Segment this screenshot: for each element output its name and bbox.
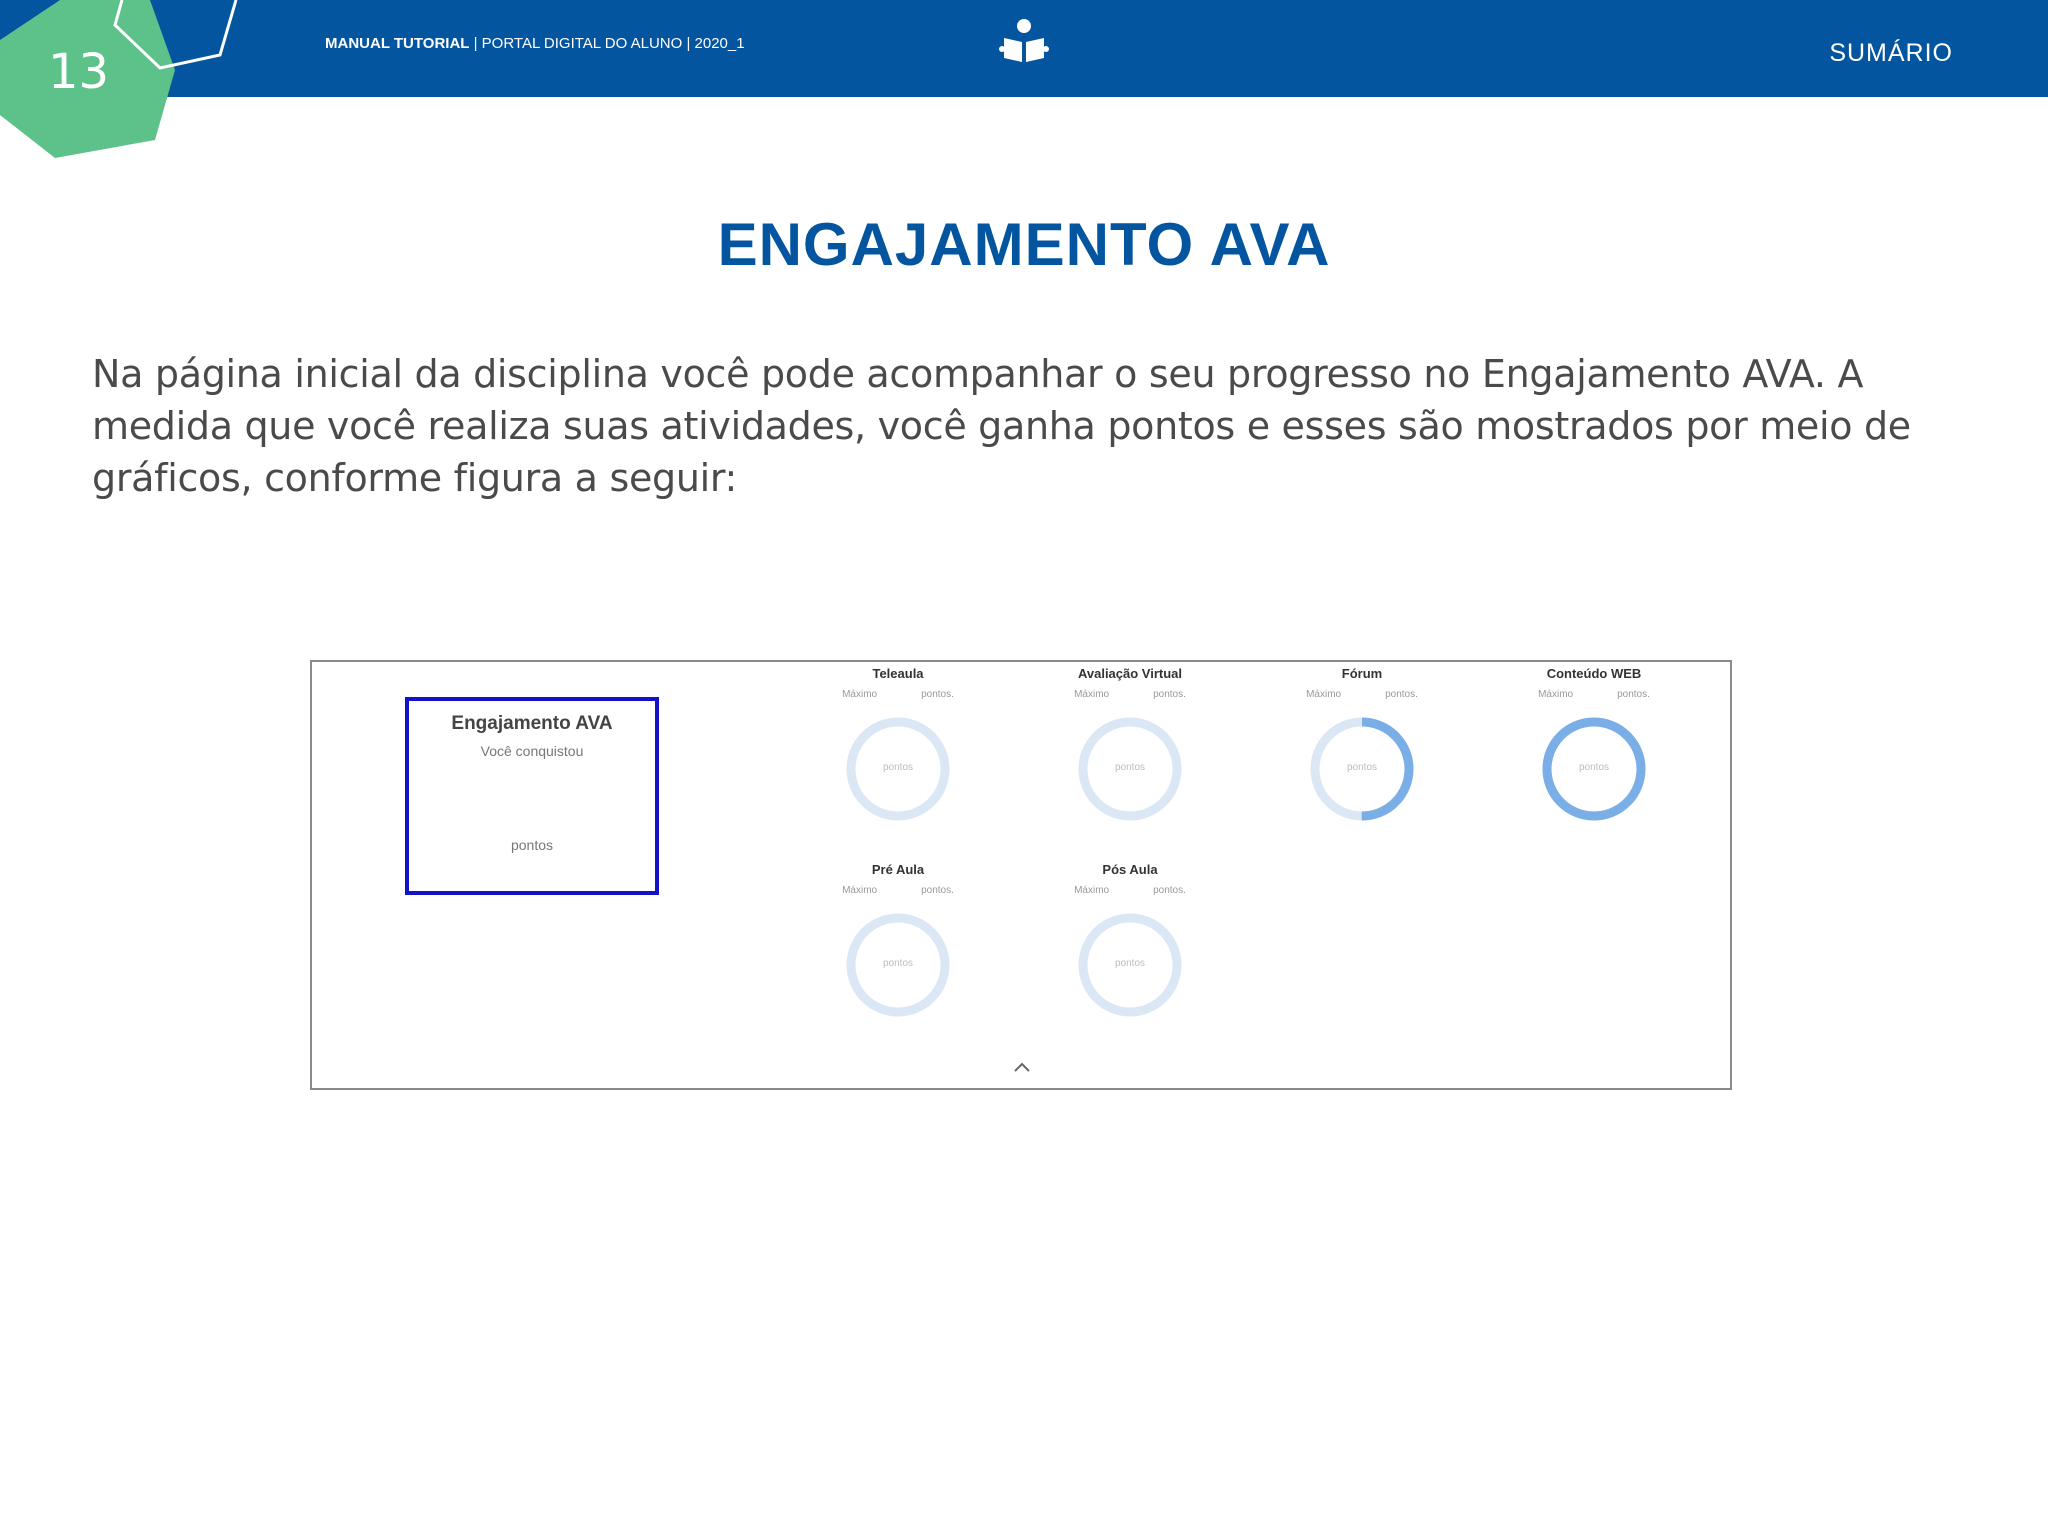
summary-title: Engajamento AVA: [451, 713, 613, 734]
gauge-title: Fórum: [1341, 666, 1383, 681]
summary-subtitle: Você conquistou: [480, 743, 584, 759]
gauge-points-label: pontos.: [1153, 885, 1186, 896]
engagement-summary-card: [405, 697, 659, 895]
document-title: [325, 35, 745, 52]
engagement-figure: [310, 660, 1732, 1090]
gauge-points-label: pontos.: [921, 689, 954, 700]
gauge-forum: [1262, 666, 1462, 856]
reader-book-icon: [998, 16, 1050, 68]
chevron-up-icon[interactable]: [1012, 1060, 1032, 1074]
gauge-conteudo-web: [1494, 666, 1694, 856]
gauge-pre-aula: [798, 862, 998, 1052]
gauge-pos-aula: [1030, 862, 1230, 1052]
document-title-bold: MANUAL TUTORIAL: [325, 35, 470, 52]
gauge-max-label: Máximo: [842, 885, 878, 896]
gauge-title: Teleaula: [872, 666, 924, 681]
gauge-center-label: pontos: [882, 762, 914, 773]
sumario-link[interactable]: SUMÁRIO: [1829, 39, 1953, 67]
gauge-center-label: pontos: [1114, 958, 1146, 969]
gauge-title: Pré Aula: [871, 862, 925, 877]
page-number: 13: [48, 44, 110, 100]
gauge-avaliacao-virtual: [1030, 666, 1230, 856]
gauge-points-label: pontos.: [1385, 689, 1418, 700]
gauge-title: Avaliação Virtual: [1077, 666, 1183, 681]
gauge-max-label: Máximo: [1074, 689, 1110, 700]
gauge-points-label: pontos.: [921, 885, 954, 896]
page-badge: [0, 0, 240, 170]
gauge-points-label: pontos.: [1153, 689, 1186, 700]
gauge-points-label: pontos.: [1617, 689, 1650, 700]
document-title-rest: | PORTAL DIGITAL DO ALUNO | 2020_1: [469, 35, 745, 52]
gauge-center-label: pontos: [1346, 762, 1378, 773]
gauge-max-label: Máximo: [1306, 689, 1342, 700]
intro-paragraph: Na página inicial da disciplina você pode acompanhar o seu progresso no Engajamento AVA. A medida que você realiza suas atividades, você ganha pontos e esses são mostrados por meio de gráficos, conforme figura a seguir:: [92, 352, 1911, 500]
gauge-center-label: pontos: [882, 958, 914, 969]
page-title: ENGAJAMENTO AVA: [717, 211, 1331, 278]
summary-points-label: pontos: [510, 837, 554, 853]
gauge-title: Conteúdo WEB: [1546, 666, 1642, 681]
gauge-max-label: Máximo: [842, 689, 878, 700]
gauge-max-label: Máximo: [1538, 689, 1574, 700]
gauge-title: Pós Aula: [1102, 862, 1158, 877]
gauge-max-label: Máximo: [1074, 885, 1110, 896]
gauge-center-label: pontos: [1578, 762, 1610, 773]
gauge-teleaula: [798, 666, 998, 856]
gauge-center-label: pontos: [1114, 762, 1146, 773]
